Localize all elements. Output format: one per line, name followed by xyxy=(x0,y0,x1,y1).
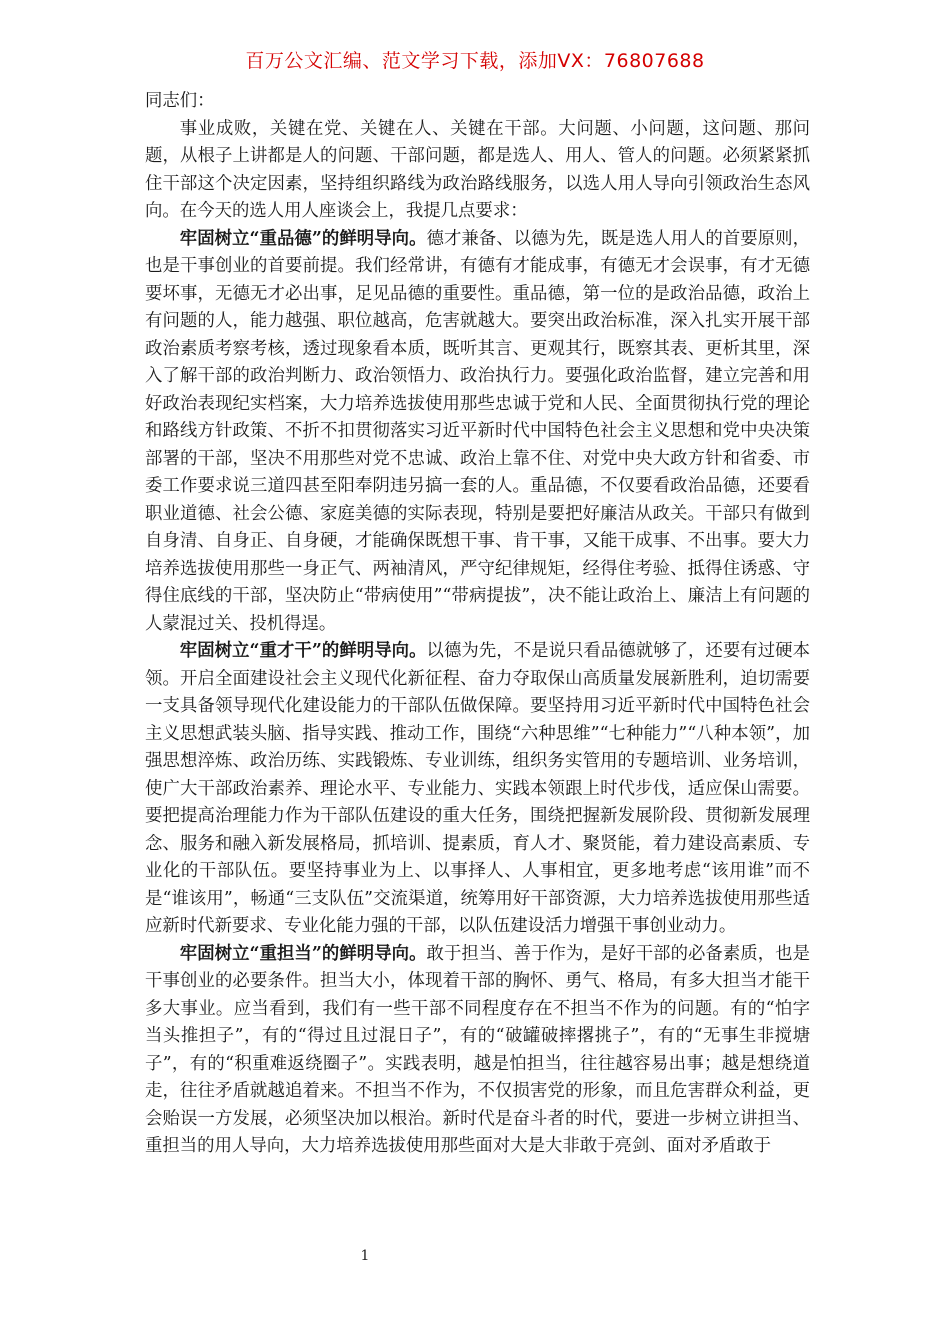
intro-paragraph: 事业成败，关键在党、关键在人、关键在干部。大问题、小问题，这问题、那问题，从根子上讲都是人的问题、干部问题，都是选人、用人、管人的问题。必须紧紧抓住干部这个决定因素，坚持组织路线为政治路线服务，以选人用人导向引领政治生态风向。在今天的选人用人座谈会上，我提几点要求： xyxy=(145,118,810,221)
section-heading: 牢固树立“重担当”的鲜明导向。 xyxy=(179,943,427,964)
section-paragraph-character xyxy=(145,226,810,639)
section-body: 德才兼备、以德为先，既是选人用人的首要原则，也是干事创业的首要前提。我们经常讲，有德有才能成事，有德无才会误事，有才无德要坏事，无德无才必出事，足见品德的重要性。重品德，第一位的是政治品德，政治上有问题的人，能力越强、职位越高，危害就越大。要突出政治标准，深入扎实开展干部政治素质考察考核，透过现象看本质，既听其言、更观其行，既察其表、更析其里，深入了解干部的政治判断力、政治领悟力、政治执行力。要强化政治监督，建立完善和用好政治表现纪实档案，大力培养选拔使用那些忠诚于党和人民、全面贯彻执行党的理论和路线方针政策、不折不扣贯彻落实习近平新时代中国特色社会主义思想和党中央决策部署的干部，坚决不用那些对党不忠诚、政治上靠不住、对党中央大政方针和省委、市委工作要求说三道四甚至阳奉阴违另搞一套的人。重品德，不仅要看政治品德，还要看职业道德、社会公德、家庭美德的实际表现，特别是要把好廉洁从政关。干部只有做到自身清、自身正、自身硬，才能确保既想干事、肯干事，又能干成事、不出事。要大力培养选拔使用那些一身正气、两袖清风，严守纪律规矩，经得住考验、抵得住诱惑、守得住底线的干部，坚决防止“带病使用”“带病提拔”，决不能让政治上、廉洁上有问题的人蒙混过关、投机得逞。 xyxy=(145,228,810,634)
watermark-header: 百万公文汇编、范文学习下载，添加VX：76807688 xyxy=(245,50,705,72)
section-paragraph-ability xyxy=(145,638,810,941)
section-heading: 牢固树立“重品德”的鲜明导向。 xyxy=(179,228,427,249)
section-heading: 牢固树立“重才干”的鲜明导向。 xyxy=(179,641,427,661)
section-body: 以德为先，不是说只看品德就够了，还要有过硬本领。开启全面建设社会主义现代化新征程、奋力夺取保山高质量发展新胜利，迫切需要一支具备领导现代化建设能力的干部队伍做保障。要坚持用习近平新时代中国特色社会主义思想武装头脑、指导实践、推动工作，围绕“六种思维”“七种能力”“八种本领”，加强思想淬炼、政治历练、实践锻炼、专业训练，组织务实管用的专题培训、业务培训，使广大干部政治素养、理论水平、专业能力、实践本领跟上时代步伐，适应保山需要。要把提高治理能力作为干部队伍建设的重大任务，围绕把握新发展阶段、贯彻新发展理念、服务和融入新发展格局，抓培训、提素质，育人才、聚贤能，着力建设高素质、专业化的干部队伍。要坚持事业为上、以事择人、人事相宜，更多地考虑“该用谁”而不是“谁该用”，畅通“三支队伍”交流渠道，统筹用好干部资源，大力培养选拔使用那些适应新时代新要求、专业化能力强的干部，以队伍建设活力增强干事创业动力。 xyxy=(145,641,810,936)
section-paragraph-responsibility xyxy=(145,941,810,1161)
section-body: 敢于担当、善于作为，是好干部的必备素质，也是干事创业的必要条件。担当大小，体现着干部的胸怀、勇气、格局，有多大担当才能干多大事业。应当看到，我们有一些干部不同程度存在不担当不作为的问题。有的“怕字当头推担子”，有的“得过且过混日子”，有的“破罐破摔撂挑子”，有的“无事生非搅塘子”，有的“积重难返绕圈子”。实践表明，越是怕担当，往往越容易出事；越是想绕道走，往往矛盾就越追着来。不担当不作为，不仅损害党的形象，而且危害群众利益，更会贻误一方发展，必须坚决加以根治。新时代是奋斗者的时代，要进一步树立讲担当、重担当的用人导向，大力培养选拔使用那些面对大是大非敢于亮剑、面对矛盾敢于 xyxy=(145,943,810,1156)
document-body xyxy=(145,88,810,1161)
greeting: 同志们： xyxy=(145,91,215,111)
page-number: 1 xyxy=(360,1248,370,1264)
